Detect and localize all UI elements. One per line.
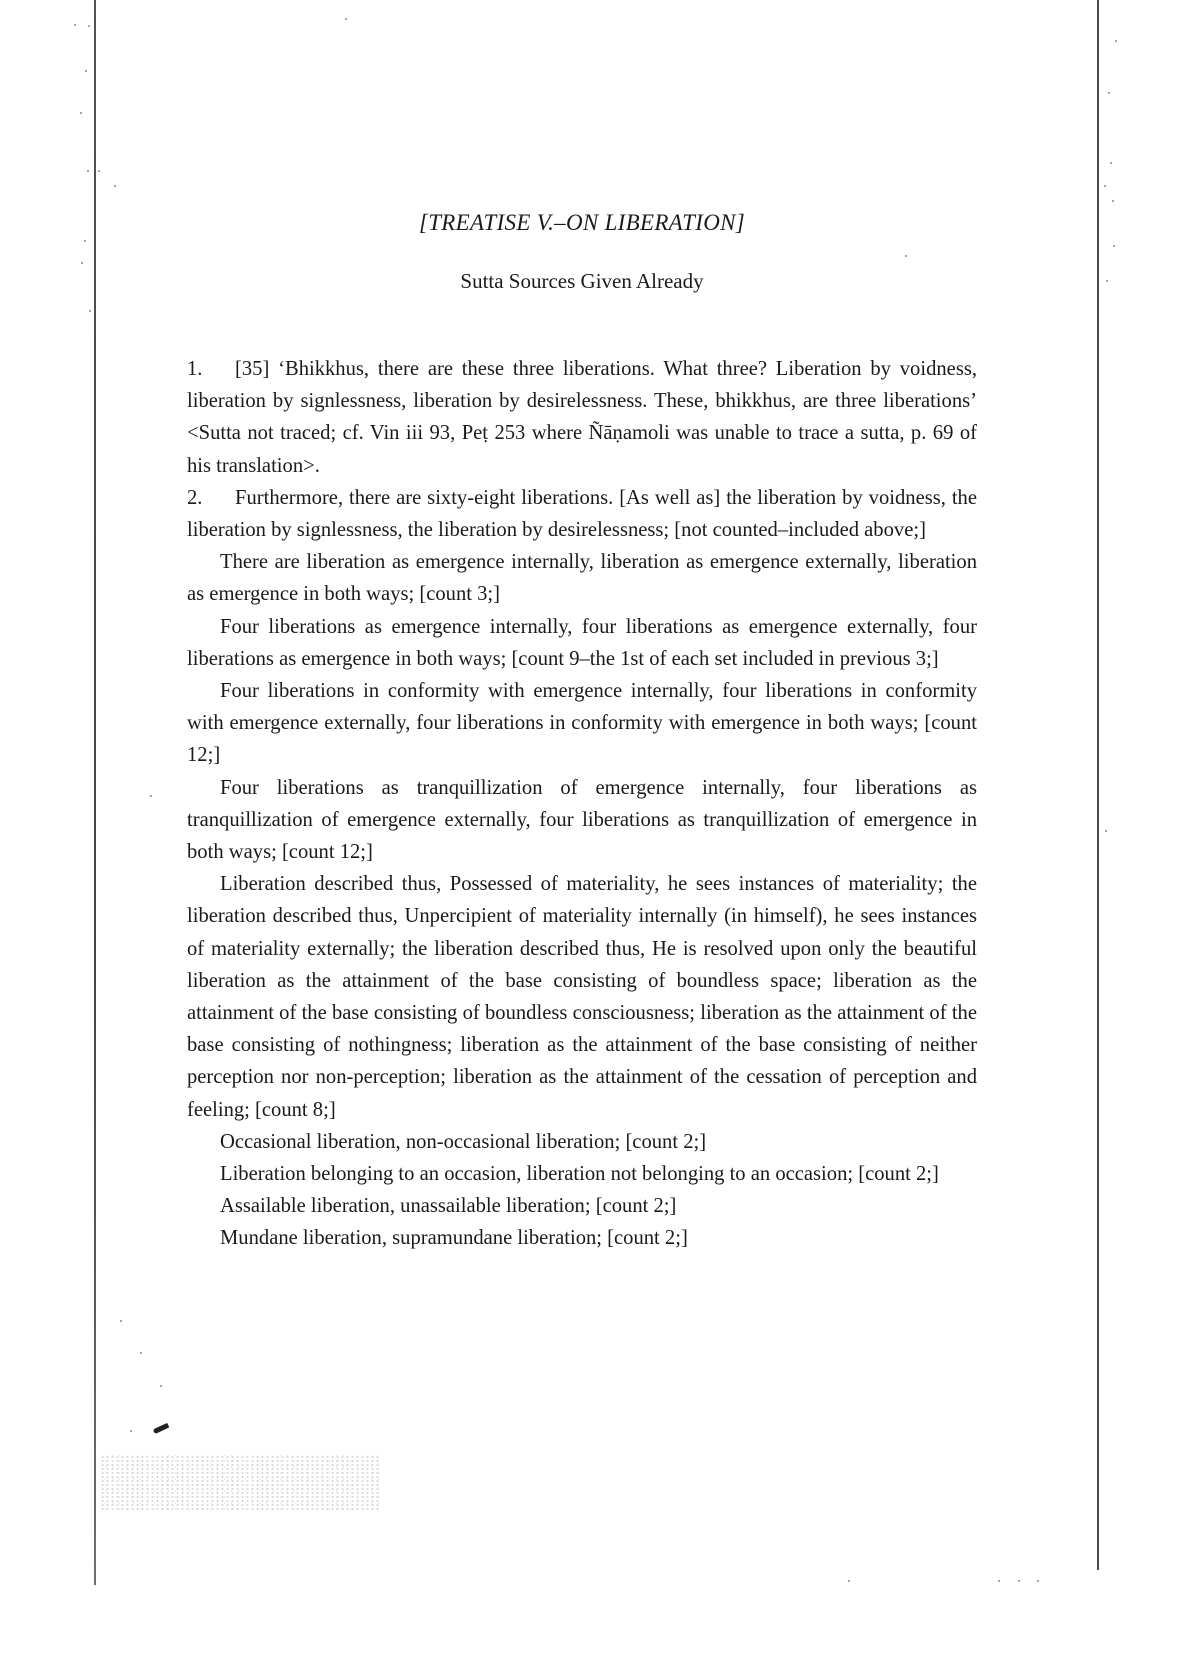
paragraph-text: Furthermore, there are sixty-eight liberations. [As well as] the liberation by voidness, the liberation by signlessness, the liberation by desirelessness; [not counted–included above;] bbox=[187, 486, 977, 542]
scan-border-left bbox=[94, 0, 96, 1585]
paragraph-number: 1. bbox=[187, 358, 203, 380]
scan-speckle bbox=[1018, 1580, 1020, 1582]
scan-speckle bbox=[1104, 185, 1106, 187]
scan-speckle bbox=[848, 1580, 850, 1582]
paragraph-conformity: Four liberations in conformity with emergence internally, four liberations in conformity with emergence externally, four liberations in conformity with emergence in both ways; [count 12;] bbox=[187, 680, 977, 767]
scan-speckle bbox=[98, 170, 100, 172]
scan-speckle bbox=[81, 262, 83, 264]
scan-speckle bbox=[120, 1320, 122, 1322]
scan-speckle bbox=[160, 1385, 162, 1387]
scan-speckle bbox=[88, 25, 90, 27]
pen-mark bbox=[153, 1423, 170, 1434]
scan-speckle bbox=[74, 24, 76, 26]
paragraph-1 bbox=[187, 353, 977, 482]
scan-speckle bbox=[1113, 245, 1115, 247]
scan-speckle bbox=[130, 1430, 132, 1432]
scan-speckle bbox=[85, 70, 87, 72]
scan-speckle bbox=[84, 240, 86, 242]
scan-speckle bbox=[998, 1580, 1000, 1582]
paragraph-mundane: Mundane liberation, supramundane liberation; [count 2;] bbox=[220, 1227, 688, 1250]
scan-smudge bbox=[100, 1455, 380, 1510]
scan-speckle bbox=[1110, 162, 1112, 164]
scan-border-right bbox=[1097, 0, 1099, 1570]
scan-speckle bbox=[140, 1352, 142, 1354]
scan-speckle bbox=[1108, 92, 1110, 94]
scan-speckle bbox=[1115, 40, 1117, 42]
scan-speckle bbox=[89, 310, 91, 312]
scan-speckle bbox=[80, 112, 82, 114]
paragraph-text: [35] ‘Bhikkhus, there are these three liberations. What three? Liberation by voidness, liberation by signlessness, liberation by desirelessness. These, bhikkhus, are three liberations’ <Sutta not traced; cf. Vin iii 93, Peṭ 253 where Ñāṇamoli was unable to trace a sutta, p. 69 of his translation>. bbox=[187, 358, 977, 477]
document-page bbox=[187, 210, 977, 1255]
paragraph-tranquillization: Four liberations as tranquillization of emergence internally, four liberations as tranquillization of emergence externally, four liberations as tranquillization of emergence in both ways; [count 12;] bbox=[187, 776, 977, 864]
section-title: Sutta Sources Given Already bbox=[460, 269, 704, 293]
paragraph-number: 2. bbox=[187, 486, 203, 509]
scan-speckle bbox=[114, 185, 116, 187]
treatise-title: [TREATISE V.–ON LIBERATION] bbox=[418, 210, 746, 235]
paragraph-materiality: Liberation described thus, Possessed of materiality, he sees instances of materiality; the liberation described thus, Unpercipient of materiality internally (in himself), he sees instances of materiality externally; the liberation described thus, He is resolved upon only the beautiful liberation as the attainment of the base consisting of boundless space; liberation as the attainment of the base consisting of boundless consciousness; liberation as the attainment of the base consisting of nothingness; liberation as the attainment of the base consisting of neither perception nor non-perception; liberation as the attainment of the cessation of perception and feeling; [count 8;] bbox=[187, 873, 977, 1121]
paragraph-four-emergence: Four liberations as emergence internally, four liberations as emergence externally, four liberations as emergence in both ways; [count 9–the 1st of each set included in previous 3;] bbox=[187, 615, 977, 670]
paragraph-emergence: There are liberation as emergence internally, liberation as emergence externally, liberation as emergence in both ways; [count 3;] bbox=[187, 551, 977, 606]
paragraph-2 bbox=[187, 482, 977, 546]
paragraph-occasional: Occasional liberation, non-occasional liberation; [count 2;] bbox=[220, 1130, 707, 1153]
paragraph-assailable: Assailable liberation, unassailable liberation; [count 2;] bbox=[220, 1195, 677, 1218]
body-text bbox=[187, 353, 977, 1255]
paragraph-belonging-occasion: Liberation belonging to an occasion, liberation not belonging to an occasion; [count 2;] bbox=[220, 1163, 939, 1186]
scan-speckle bbox=[1112, 200, 1114, 202]
scan-speckle bbox=[1037, 1580, 1039, 1582]
scan-speckle bbox=[1105, 830, 1107, 832]
scan-speckle bbox=[345, 18, 347, 20]
scan-speckle bbox=[150, 795, 152, 797]
scan-speckle bbox=[1106, 280, 1108, 282]
scan-speckle bbox=[87, 170, 89, 172]
